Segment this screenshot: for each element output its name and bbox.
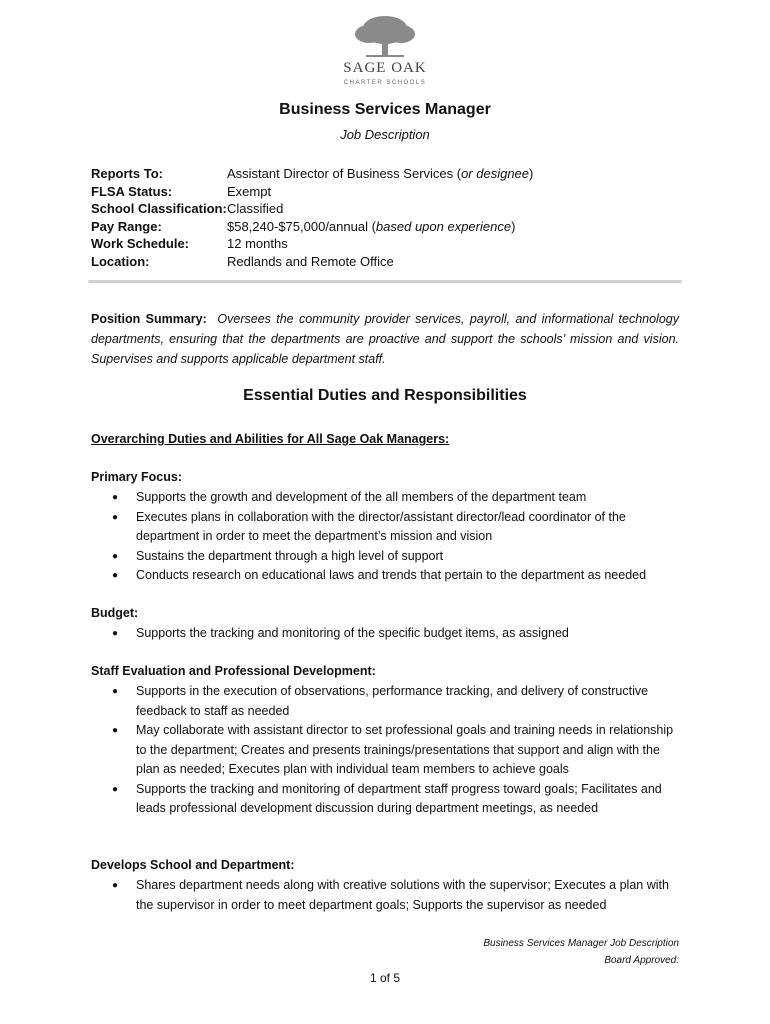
- group-title-staff-evaluation: Staff Evaluation and Professional Development:: [91, 664, 376, 678]
- info-label: Location:: [91, 253, 150, 269]
- list-item: ● Supports in the execution of observations, performance tracking, and delivery of constructive feedback to staff as needed: [112, 684, 649, 718]
- info-label: Reports To:: [91, 166, 163, 181]
- list-item: ● Supports the growth and development of the all members of the department team: [91, 488, 686, 508]
- list-item: ● Supports the tracking and monitoring of department staff progress toward goals; Facilitates and leads professional development discussion during department meetings, as needed: [112, 781, 662, 815]
- budget-list: [91, 624, 686, 644]
- logo-wordmark: SAGE OAK: [343, 60, 427, 76]
- primary-focus-list: [91, 488, 686, 586]
- document-title: Business Services Manager: [279, 101, 491, 118]
- footer-document-title: Business Services Manager Job Description: [483, 938, 679, 949]
- position-summary: [91, 309, 679, 369]
- sage-oak-logo: [340, 14, 430, 94]
- document-subtitle: Job Description: [340, 127, 430, 142]
- bullet-icon: ●: [112, 880, 119, 891]
- info-value: Exempt: [227, 183, 272, 199]
- page-number: 1 of 5: [369, 971, 401, 985]
- list-item: ● Conducts research on educational laws and trends that pertain to the department as needed: [91, 566, 686, 586]
- list-item: ● Supports the tracking and monitoring of the specific budget items, as assigned: [91, 624, 686, 644]
- info-value: Redlands and Remote Office: [227, 253, 394, 269]
- list-item: ● Shares department needs along with creative solutions with the supervisor; Executes a plan with the supervisor in order to meet department goals; Supports the supervisor as needed: [112, 878, 669, 912]
- info-row-pay-range: [91, 218, 533, 236]
- position-info-table: [91, 165, 533, 271]
- info-value: $58,240-$75,000/annual (based upon experience): [227, 218, 516, 234]
- group-title-budget: Budget:: [91, 606, 139, 620]
- list-item: ● Executes plans in collaboration with the director/assistant director/lead coordinator of the department in order to meet the department’s mission and vision: [112, 509, 626, 543]
- info-label: FLSA Status:: [91, 183, 173, 199]
- section-heading: Essential Duties and Responsibilities: [243, 387, 527, 404]
- overarching-heading: Overarching Duties and Abilities for All Sage Oak Managers:: [91, 432, 450, 446]
- bullet-icon: ●: [112, 725, 119, 736]
- list-item: ● May collaborate with assistant director to set professional goals and training needs in relationship to the department; Creates and presents trainings/presentations that support and align with the plan as needed; Executes plan with individual team members to achieve goals: [112, 723, 674, 776]
- info-row-flsa-status: [91, 183, 533, 201]
- list-item: ● Sustains the department through a high level of support: [91, 547, 686, 567]
- bullet-icon: ●: [112, 550, 119, 562]
- info-row-location: [91, 253, 533, 271]
- bullet-icon: ●: [112, 628, 119, 639]
- logo-subtitle: CHARTER SCHOOLS: [343, 80, 427, 86]
- info-value: Classified: [227, 201, 284, 217]
- footer-board-approved: Board Approved:: [604, 955, 679, 966]
- group-title-primary-focus: Primary Focus:: [91, 470, 183, 484]
- position-summary-label: Position Summary:: [91, 312, 207, 326]
- bullet-icon: ●: [112, 686, 119, 697]
- info-label: Pay Range:: [91, 218, 162, 234]
- bullet-icon: ●: [112, 511, 119, 523]
- bullet-icon: ●: [112, 492, 119, 503]
- info-row-work-schedule: [91, 235, 533, 253]
- info-row-reports-to: [91, 165, 533, 183]
- info-value: Assistant Director of Business Services (or designee): [227, 166, 534, 181]
- oak-tree-icon: [352, 14, 418, 60]
- info-label: School Classification:: [91, 201, 227, 217]
- bullet-icon: ●: [112, 783, 119, 795]
- info-value: 12 months: [227, 236, 288, 252]
- group-title-develops-school: Develops School and Department:: [91, 858, 295, 872]
- bullet-icon: ●: [112, 570, 119, 581]
- develops-school-list: [91, 876, 686, 915]
- staff-evaluation-list: [91, 682, 686, 819]
- section-divider: [88, 280, 682, 283]
- position-summary-text: Oversees the community provider services, payroll, and informational technology departments, ensuring that the departments are proactive and support the schools’ mission and vision. Supervises and supports applicable department staff.: [91, 312, 679, 366]
- info-row-school-classification: [91, 200, 533, 218]
- info-label: Work Schedule:: [91, 236, 190, 252]
